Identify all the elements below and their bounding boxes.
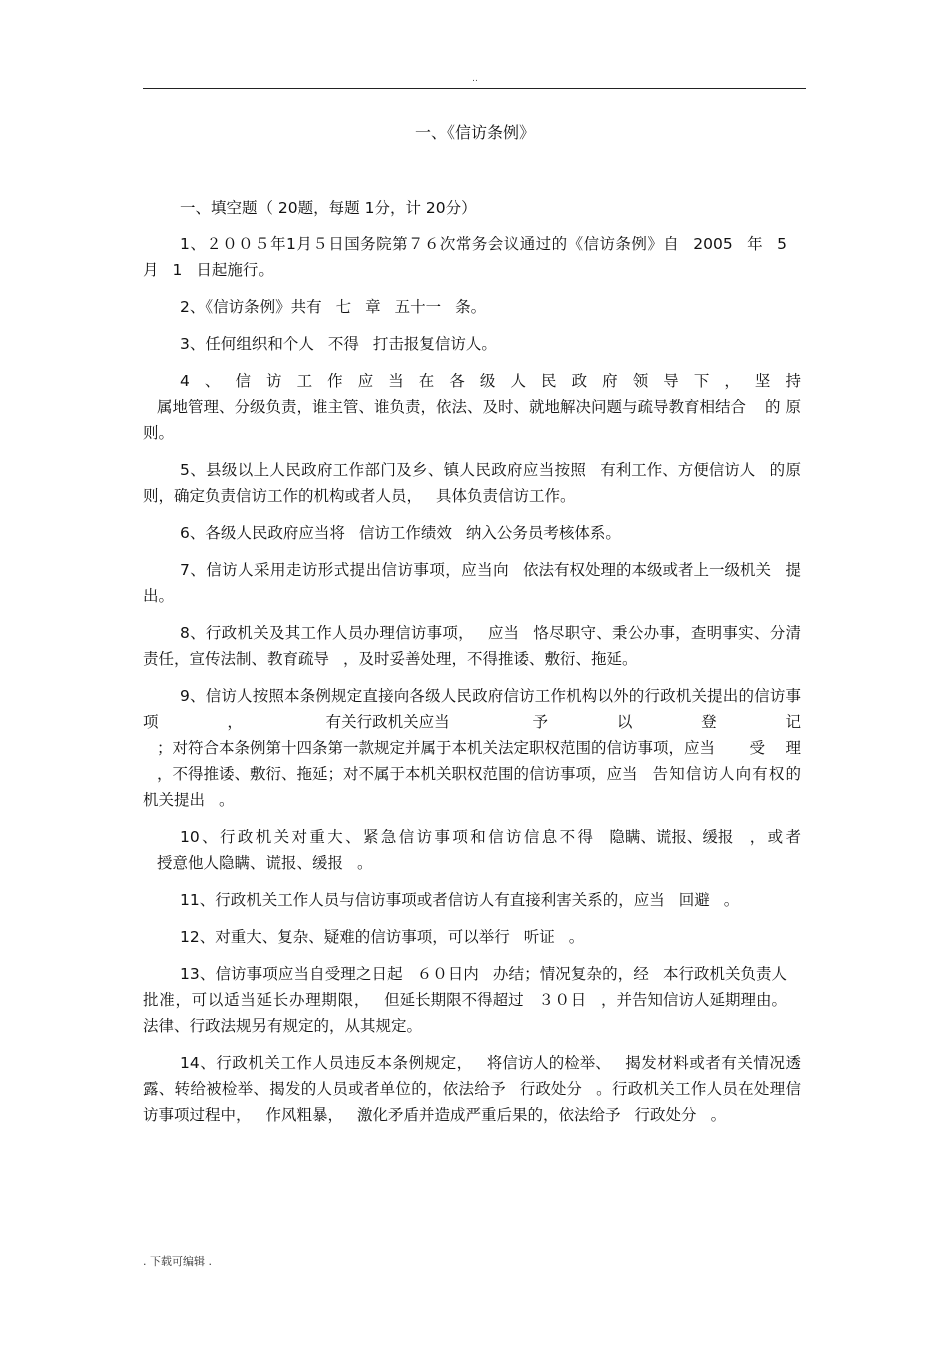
question-text: 年 bbox=[746, 235, 764, 253]
question-text: 5、县级以上人民政府工作部门及乡、镇人民政府应当按照 bbox=[180, 461, 587, 479]
question-text: 激化矛盾并造成严重后果的，依法给予 bbox=[357, 1106, 621, 1124]
answer-blank: 有关行政机关应当 bbox=[325, 713, 450, 731]
question-text: ３０日 bbox=[537, 991, 587, 1009]
question-item bbox=[143, 557, 801, 609]
question-text: 予以登记 bbox=[463, 713, 801, 731]
question-text: 恪尽职守、秉公办事，查明事实、分清责任，宣传法制、教育疏导 bbox=[143, 624, 801, 668]
question-text: 6、各级人民政府应当将 bbox=[180, 524, 345, 542]
question-text: 13、信访事项应当自受理之日起 bbox=[180, 965, 403, 983]
question-text: 纳入公务员考核体系。 bbox=[465, 524, 621, 542]
question-text: 。 bbox=[723, 891, 740, 909]
answer-blank: 隐瞒、谎报、缓报 bbox=[609, 828, 734, 846]
answer-blank: 回避 bbox=[678, 891, 710, 909]
answer-blank: 作风粗暴， bbox=[265, 1106, 344, 1124]
answer-blank: 信访工作绩效 bbox=[358, 524, 452, 542]
question-list bbox=[143, 231, 801, 1128]
question-text: 受理 bbox=[729, 739, 801, 757]
question-text: 。 bbox=[357, 854, 373, 872]
question-text: 。 bbox=[710, 1106, 727, 1124]
question-text: 11、行政机关工作人员与信访事项或者信访人有直接利害关系的，应当 bbox=[180, 891, 665, 909]
answer-blank: ；对符合本条例第十四条第一款规定并属于本机关法定职权范围的信访事项，应当 bbox=[157, 739, 716, 757]
question-text: 月 bbox=[143, 261, 159, 279]
answer-blank: 应当 bbox=[487, 624, 519, 642]
question-item bbox=[143, 457, 801, 509]
question-text: 揭发材料或者有关情况透露、转给被检举、揭发的人员或者单位的，依法给予 bbox=[143, 1054, 801, 1098]
answer-blank: ，不得推诿、敷衍、拖延；对不属于本机关职权范围的信访事项，应当 bbox=[157, 765, 638, 783]
question-item bbox=[143, 231, 801, 283]
answer-blank: 五十一 bbox=[394, 298, 442, 316]
question-text: 2、《信访条例》共有 bbox=[180, 298, 322, 316]
header-rule bbox=[143, 88, 806, 89]
answer-blank: 将信访人的检举、 bbox=[486, 1054, 611, 1072]
question-text: 章 bbox=[365, 298, 381, 316]
question-item bbox=[143, 368, 801, 446]
question-text: 打击报复信访人。 bbox=[372, 335, 497, 353]
question-text: 1、２００５年1月５日国务院第７６次常务会议通过的《信访条例》自 bbox=[180, 235, 680, 253]
question-text: 9、信访人按照本条例规定直接向各级人民政府信访工作机构以外的行政机关提出的信访事项， bbox=[143, 687, 801, 731]
question-item bbox=[143, 683, 801, 813]
answer-blank: ，并告知信访人延期理由。 bbox=[600, 991, 787, 1009]
answer-blank: 2005 bbox=[693, 235, 733, 253]
answer-blank: 5 bbox=[777, 235, 787, 253]
question-item bbox=[143, 887, 801, 913]
question-text: 的原则。 bbox=[143, 398, 801, 442]
question-text: 8、行政机关及其工作人员办理信访事项， bbox=[180, 624, 474, 642]
question-item bbox=[143, 961, 801, 1039]
question-item bbox=[143, 520, 801, 546]
question-item bbox=[143, 294, 801, 320]
page-title: 一、《信访条例》 bbox=[414, 123, 535, 142]
answer-blank: 依法有权处理的本级或者上一级机关 bbox=[523, 561, 772, 579]
answer-blank: 七 bbox=[335, 298, 352, 316]
question-text: 3、任何组织和个人 bbox=[180, 335, 314, 353]
section-heading: 一、填空题（ 20题，每题 1分，计 20分） bbox=[180, 199, 477, 217]
answer-blank: 听证 bbox=[523, 928, 555, 946]
question-text: 10、行政机关对重大、紧急信访事项和信访信息不得 bbox=[180, 828, 596, 846]
answer-blank: 具体负责信访工作。 bbox=[436, 487, 576, 505]
footer-note: . 下载可编辑 . bbox=[143, 1255, 212, 1268]
question-text: 4、信访工作应当在各级人民政府领导下，坚持 bbox=[180, 372, 801, 390]
answer-blank: 有利工作、方便信访人 bbox=[600, 461, 756, 479]
answer-blank: 行政处分 bbox=[634, 1106, 697, 1124]
question-item bbox=[143, 1050, 801, 1128]
question-text: 批准，可以适当延长办理期限， bbox=[143, 991, 371, 1009]
question-text: 7、信访人采用走访形式提出信访事项，应当向 bbox=[180, 561, 510, 579]
question-item bbox=[143, 824, 801, 876]
question-text: 法律、行政法规另有规定的，从其规定。 bbox=[143, 1017, 423, 1035]
answer-blank: 。 bbox=[219, 791, 235, 809]
question-text: ，或者 bbox=[747, 828, 801, 846]
question-text: 。行政机关工作人员在处理信访事项过程中， bbox=[143, 1080, 801, 1124]
question-text: 14、行政机关工作人员违反本条例规定， bbox=[180, 1054, 473, 1072]
answer-blank: 本行政机关负责人 bbox=[662, 965, 787, 983]
answer-blank: 1 bbox=[172, 261, 183, 279]
question-text: 日起施行。 bbox=[196, 261, 274, 279]
answer-blank: ，及时妥善处理，不得推诿、敷衍、拖延。 bbox=[343, 650, 638, 668]
answer-blank: 属地管理、分级负责，谁主管、谁负责，依法、及时、就地解决问题与疏导教育相结合 bbox=[157, 398, 747, 416]
answer-blank: ６０日内 bbox=[416, 965, 479, 983]
question-text: 12、对重大、复杂、疑难的信访事项，可以举行 bbox=[180, 928, 510, 946]
question-item bbox=[143, 924, 801, 950]
question-text: 提出。 bbox=[143, 561, 801, 605]
question-item bbox=[143, 331, 801, 357]
question-text: 的原则，确定负责信访工作的机构或者人员， bbox=[143, 461, 801, 505]
question-text: 办结；情况复杂的，经 bbox=[492, 965, 649, 983]
header-mark: .. bbox=[472, 74, 478, 84]
question-text: 条。 bbox=[455, 298, 487, 316]
answer-blank: 不得 bbox=[327, 335, 359, 353]
question-text: 告知信访人向有权的机关提出 bbox=[143, 765, 801, 809]
document-body bbox=[143, 195, 801, 1139]
question-item bbox=[143, 620, 801, 672]
answer-blank: 行政处分 bbox=[519, 1080, 582, 1098]
answer-blank: 授意他人隐瞒、谎报、缓报 bbox=[157, 854, 344, 872]
answer-blank: 但延长期限不得超过 bbox=[384, 991, 524, 1009]
question-text: 。 bbox=[568, 928, 585, 946]
